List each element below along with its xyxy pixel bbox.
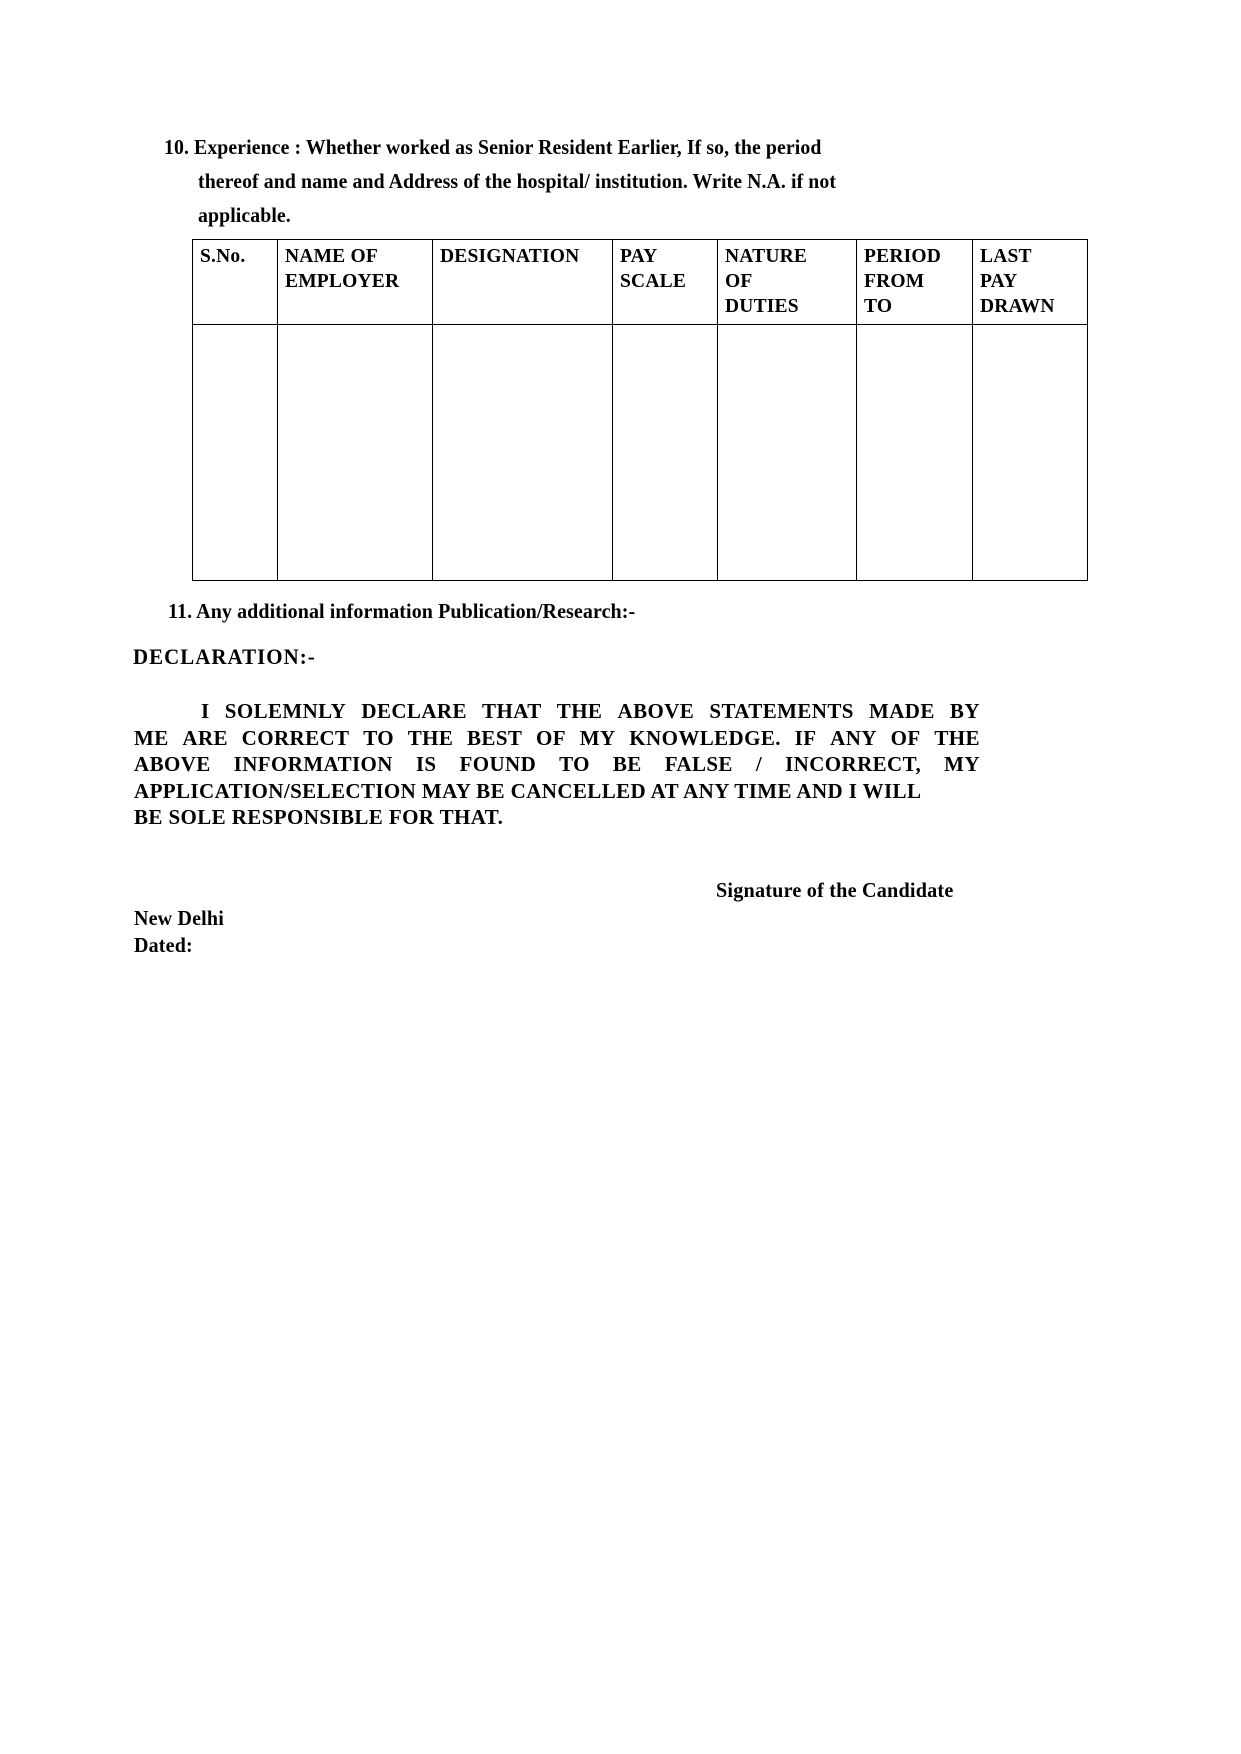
- declaration-word: FALSE: [664, 752, 733, 776]
- cell-last-pay-drawn[interactable]: [973, 325, 1088, 581]
- item-10-line-2: thereof and name and Address of the hospital/ institution. Write N.A. if not: [198, 169, 837, 193]
- date-label: Dated:: [134, 933, 193, 957]
- place-and-date-block: [134, 905, 224, 959]
- declaration-line-3: [134, 751, 980, 778]
- declaration-word: THAT: [482, 699, 542, 723]
- declaration-word: KNOWLEDGE.: [629, 725, 781, 750]
- declaration-line-5: BE SOLE RESPONSIBLE FOR THAT.: [134, 805, 504, 829]
- item-10-line-3: applicable.: [198, 203, 291, 227]
- header-last-line-3: DRAWN: [980, 296, 1055, 317]
- declaration-word: STATEMENTS: [709, 699, 854, 723]
- declaration-heading: DECLARATION:-: [133, 644, 316, 669]
- declaration-word: IS: [415, 752, 437, 776]
- declaration-word: TO: [559, 752, 590, 776]
- declaration-word: CORRECT: [241, 725, 350, 750]
- declaration-word: INCORRECT,: [785, 752, 922, 776]
- header-cell-nature-of-duties: [718, 240, 857, 325]
- declaration-body: [134, 698, 980, 831]
- table-row: [193, 325, 1088, 581]
- experience-table-header: [193, 240, 1088, 325]
- header-last-line-1: LAST: [980, 246, 1032, 267]
- item-10-line-1: 10. Experience : Whether worked as Senior Resident Earlier, If so, the period: [164, 135, 822, 159]
- declaration-word: THE: [934, 725, 980, 750]
- declaration-word: ABOVE: [617, 699, 695, 723]
- header-period-line-1: PERIOD: [864, 246, 942, 267]
- declaration-word: FOUND: [459, 752, 537, 776]
- cell-nature-of-duties[interactable]: [718, 325, 857, 581]
- declaration-word: DECLARE: [361, 699, 467, 723]
- declaration-word: ME: [134, 725, 169, 750]
- header-cell-period-from-to: [857, 240, 973, 325]
- declaration-word: MY: [579, 725, 616, 750]
- header-cell-sno: [193, 240, 278, 325]
- header-name-line-1: NAME OF: [285, 246, 378, 267]
- header-nature-line-3: DUTIES: [725, 296, 799, 317]
- declaration-word: BY: [949, 699, 980, 723]
- cell-pay-scale[interactable]: [613, 325, 718, 581]
- declaration-line-4: APPLICATION/SELECTION MAY BE CANCELLED AT ANY TIME AND I WILL: [134, 778, 922, 803]
- cell-name-of-employer[interactable]: [278, 325, 433, 581]
- declaration-word: BE: [612, 752, 642, 776]
- declaration-word: OF: [536, 725, 567, 750]
- declaration-word: ABOVE: [134, 752, 211, 776]
- declaration-word: OF: [890, 725, 921, 750]
- declaration-word: IF: [794, 725, 817, 750]
- declaration-word: INFORMATION: [233, 752, 393, 776]
- declaration-line-1: [134, 698, 980, 725]
- declaration-line-2: [134, 725, 980, 752]
- table-header-row: [193, 240, 1088, 325]
- header-cell-last-pay-drawn: [973, 240, 1088, 325]
- declaration-word: TO: [363, 725, 394, 750]
- header-sno-line-1: S.No.: [200, 246, 246, 267]
- header-period-line-2: FROM: [864, 271, 925, 292]
- experience-table-body: [193, 325, 1088, 581]
- header-cell-pay-scale: [613, 240, 718, 325]
- header-name-line-2: EMPLOYER: [285, 271, 400, 292]
- declaration-word: ANY: [830, 725, 877, 750]
- declaration-word: THE: [556, 699, 603, 723]
- header-designation-line-1: DESIGNATION: [440, 246, 580, 267]
- declaration-word: I: [201, 699, 210, 723]
- declaration-word: THE: [407, 725, 454, 750]
- declaration-word: MADE: [868, 699, 935, 723]
- header-cell-designation: [433, 240, 613, 325]
- declaration-word: /: [755, 752, 763, 776]
- cell-period-from-to[interactable]: [857, 325, 973, 581]
- item-11-additional-information: 11. Any additional information Publication/Research:-: [168, 599, 636, 623]
- cell-designation[interactable]: [433, 325, 613, 581]
- header-last-line-2: PAY: [980, 271, 1018, 292]
- experience-table: [192, 239, 1088, 581]
- declaration-word: SOLEMNLY: [224, 699, 347, 723]
- header-pay-line-1: PAY: [620, 246, 658, 267]
- header-cell-name-of-employer: [278, 240, 433, 325]
- header-period-line-3: TO: [864, 296, 893, 317]
- declaration-word: ARE: [182, 725, 228, 750]
- declaration-word: MY: [944, 752, 980, 776]
- header-nature-line-2: OF: [725, 271, 753, 292]
- item-10-experience-question: [164, 130, 863, 232]
- declaration-word: BEST: [467, 725, 523, 750]
- header-pay-line-2: SCALE: [620, 271, 687, 292]
- signature-of-candidate-label: Signature of the Candidate: [716, 878, 954, 902]
- cell-sno[interactable]: [193, 325, 278, 581]
- place-label: New Delhi: [134, 906, 224, 930]
- header-nature-line-1: NATURE: [725, 246, 808, 267]
